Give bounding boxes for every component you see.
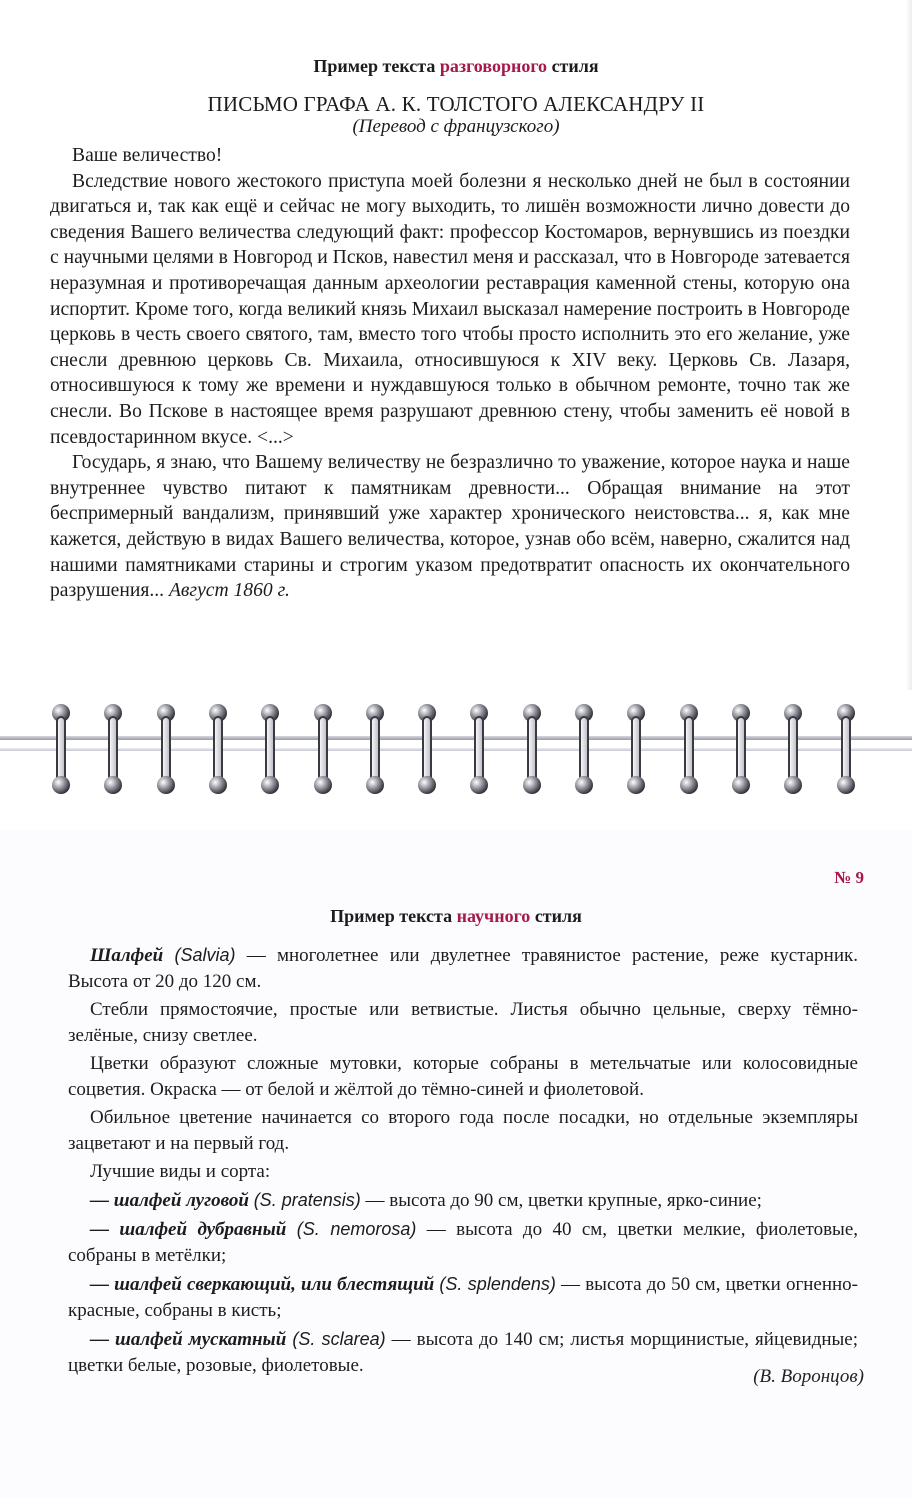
spiral-ring xyxy=(155,704,177,800)
top-heading: Пример текста разговорного стиля xyxy=(313,56,599,76)
spiral-ring xyxy=(102,704,124,800)
list-item: — шалфей мускатный (S. sclarea) — высота до 140 см; листья морщинистые, яйцевидные; цветки белые, розовые, фиолетовые. xyxy=(68,1329,859,1376)
spiral-ring xyxy=(835,704,857,800)
bottom-heading-accent: научного xyxy=(456,906,531,926)
letter-title: ПИСЬМО ГРАФА А. К. ТОЛСТОГО АЛЕКСАНДРУ II xyxy=(207,92,705,116)
sci-paragraph-5: Лучшие виды и сорта: xyxy=(90,1161,271,1182)
scientific-body xyxy=(68,942,858,1381)
sci-paragraph-2: Стебли прямостоячие, простые или ветвистые. Листья обычно цельные, сверху тёмно-зелёные, снизу светлее. xyxy=(68,999,858,1046)
spiral-ring xyxy=(416,704,438,800)
spiral-ring xyxy=(782,704,804,800)
spiral-ring xyxy=(259,704,281,800)
letter-subtitle: (Перевод с французского) xyxy=(352,116,560,137)
sci-latin: (Salvia) xyxy=(174,945,236,965)
letter-paragraph-1: Вследствие нового жестокого приступа моей болезни я несколько дней не был в состоянии двигаться и, так как ещё и сейчас не могу выходить, то лишён возможности лично довести до сведения Вашего величества следующий факт: профессор Костомаров, вернувшись из поездки с научными целями в Новгород и Псков, навестил меня и рассказал, что в Новгороде затевается неразумная и противоречащая данным археологии реставрация каменной стены, которую она испортит. Кроме того, когда великий князь Михаил высказал намерение построить в Новгороде церковь в честь своего святого, там, вместо того чтобы просто исполнить это его желание, уже снесли древнюю церковь Св. Михаила, относившуюся к XIV веку. Церковь Св. Лазаря, относившуюся к тому же времени и нуждавшуюся только в обычном ремонте, точно так же снесли. Во Пскове в настоящее время разрушают древнюю стену, чтобы заменить её новой в псевдостаринном вкусе. <...> xyxy=(50,170,850,448)
letter-paragraph-2: Государь, я знаю, что Вашему величеству не безразлично то уважение, которое наука и наше внутреннее чувство питают к памятникам древности... Обращая внимание на этот беспримерный вандализм, принявший уже характер хронического неистовства... я, как мне кажется, действую в видах Вашего величества, которое, узнав обо всём, наверно, сжалится над нашими памятниками старины и строгим указом предотвратит опасность их окончательного разрушения... Август 1860 г. xyxy=(50,452,850,602)
letter-salutation: Ваше величество! xyxy=(72,145,223,166)
spiral-binding xyxy=(0,690,912,830)
list-item: — шалфей луговой (S. pratensis) — высота до 90 см, цветки крупные, ярко-синие; xyxy=(90,1190,762,1211)
sci-paragraph-3: Цветки образуют сложные мутовки, которые собраны в метельчатые или колосовидные соцветия. Окраска — от белой и жёлтой до тёмно-синей и фиолетовой. xyxy=(68,1053,858,1100)
spiral-ring xyxy=(521,704,543,800)
spiral-ring xyxy=(364,704,386,800)
top-heading-accent: разговорного xyxy=(439,56,548,76)
spiral-ring xyxy=(207,704,229,800)
spiral-ring xyxy=(625,704,647,800)
top-page xyxy=(0,0,912,690)
list-item: — шалфей дубравный (S. nemorosa) — высота до 40 см, цветки мелкие, фиолетовые, собраны в метёлки; xyxy=(68,1219,859,1266)
spiral-ring xyxy=(573,704,595,800)
letter-body xyxy=(50,143,850,604)
spiral-ring xyxy=(50,704,72,800)
binding-wire-shadow xyxy=(0,748,912,751)
exercise-number: № 9 xyxy=(834,868,864,887)
sci-term: Шалфей xyxy=(90,945,164,966)
sci-paragraph-4: Обильное цветение начинается со второго года после посадки, но отдельные экземпляры зацветают и на первый год. xyxy=(68,1107,858,1154)
bottom-heading: Пример текста научного стиля xyxy=(330,906,582,926)
sci-paragraph-1: Шалфей (Salvia) — многолетнее или двулетнее травянистое растение, реже кустарник. Высота от 20 до 120 см. xyxy=(68,945,859,992)
spiral-ring xyxy=(468,704,490,800)
binding-wire xyxy=(0,736,912,740)
list-item: — шалфей сверкающий, или блестящий (S. splendens) — высота до 50 см, цветки огненно-красные, собраны в кисть; xyxy=(68,1274,859,1321)
spiral-ring xyxy=(678,704,700,800)
letter-date: Август 1860 г. xyxy=(168,580,290,602)
spiral-ring xyxy=(730,704,752,800)
spiral-ring xyxy=(312,704,334,800)
author-signature: (В. Воронцов) xyxy=(753,1366,864,1387)
